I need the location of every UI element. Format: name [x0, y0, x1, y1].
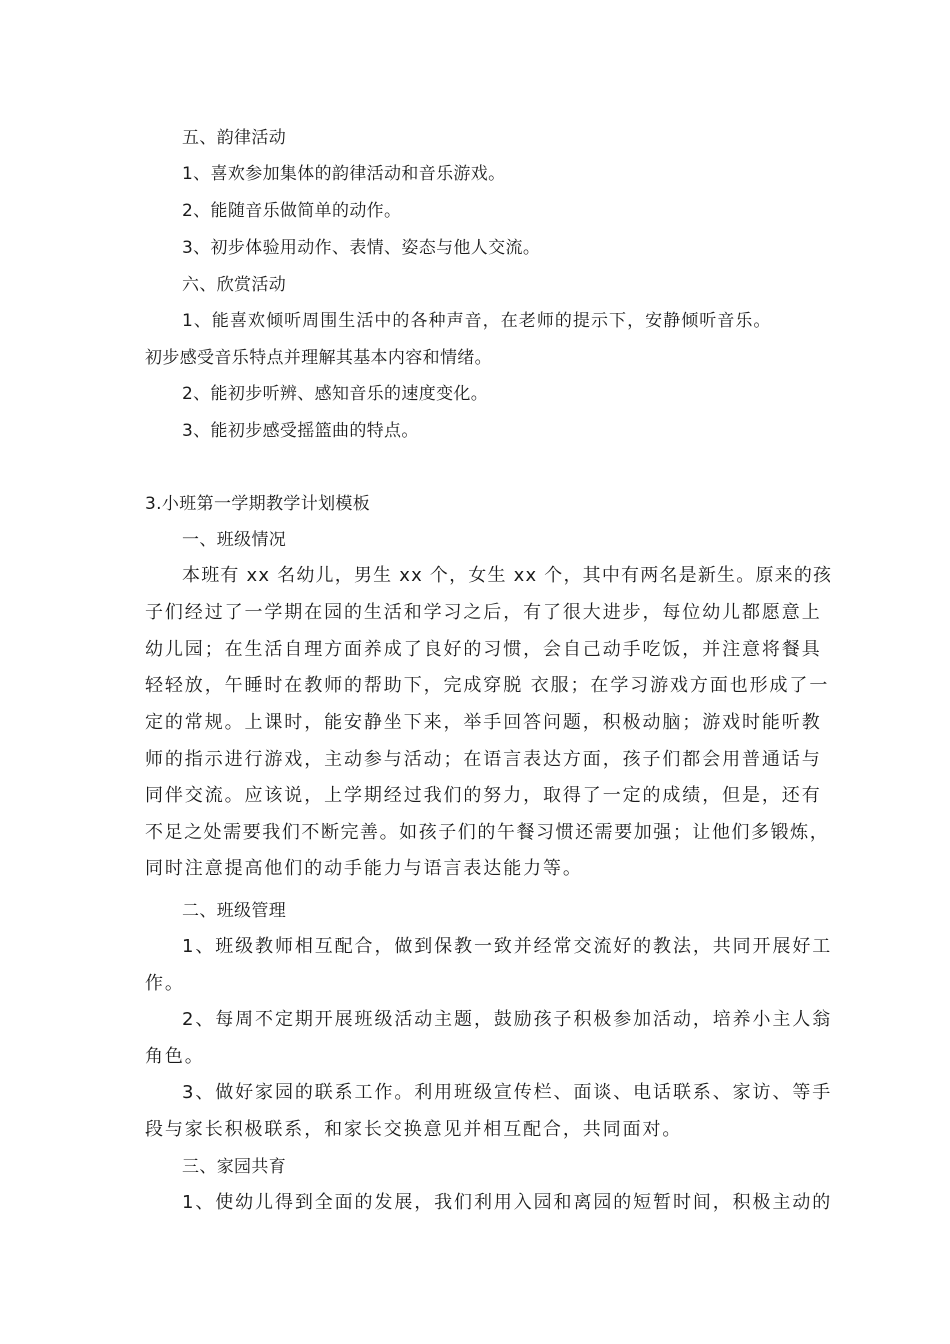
class-situation-line-1: 本班有 xx 名幼儿，男生 xx 个，女生 xx 个，其中有两名是新生。原来的孩 — [182, 565, 833, 586]
section6-item-3: 3、能初步感受摇篮曲的特点。 — [182, 421, 419, 441]
home-school-heading: 三、家园共育 — [182, 1157, 287, 1177]
class-situation-line-8: 不足之处需要我们不断完善。如孩子们的午餐习惯还需要加强；让他们多锻炼， — [145, 822, 830, 843]
section5-heading: 五、韵律活动 — [182, 128, 287, 148]
class-situation-line-7: 同伴交流。应该说，上学期经过我们的努力，取得了一定的成绩，但是，还有 — [145, 785, 822, 806]
class-management-heading: 二、班级管理 — [182, 901, 287, 921]
section5-item-3: 3、初步体验用动作、表情、姿态与他人交流。 — [182, 238, 541, 258]
class-situation-line-3: 幼儿园；在生活自理方面养成了良好的习惯，会自己动手吃饭，并注意将餐具 — [145, 639, 822, 660]
document-title: 3.小班第一学期教学计划模板 — [145, 494, 371, 514]
class-management-item-2-line-2: 角色。 — [145, 1046, 205, 1067]
class-situation-line-9: 同时注意提高他们的动手能力与语言表达能力等。 — [145, 858, 583, 879]
class-management-item-3-line-1: 3、做好家园的联系工作。利用班级宣传栏、面谈、电话联系、家访、等手 — [182, 1082, 833, 1103]
class-situation-line-2: 子们经过了一学期在园的生活和学习之后，有了很大进步，每位幼儿都愿意上 — [145, 602, 822, 623]
class-management-item-1-line-1: 1、班级教师相互配合，做到保教一致并经常交流好的教法，共同开展好工 — [182, 936, 833, 957]
class-situation-line-5: 定的常规。上课时，能安静坐下来，举手回答问题，积极动脑；游戏时能听教 — [145, 712, 822, 733]
class-situation-heading: 一、班级情况 — [182, 530, 287, 550]
section6-heading: 六、欣赏活动 — [182, 275, 287, 295]
section6-item-2: 2、能初步听辨、感知音乐的速度变化。 — [182, 384, 489, 404]
section6-item-1-line-1: 1、能喜欢倾听周围生活中的各种声音，在老师的提示下，安静倾听音乐。 — [182, 311, 772, 331]
class-management-item-3-line-2: 段与家长积极联系，和家长交换意见并相互配合，共同面对。 — [145, 1119, 683, 1140]
home-school-item-1-line-1: 1、使幼儿得到全面的发展，我们利用入园和离园的短暂时间，积极主动的 — [182, 1192, 833, 1213]
class-situation-line-6: 师的指示进行游戏，主动参与活动；在语言表达方面，孩子们都会用普通话与 — [145, 749, 822, 770]
section5-item-1: 1、喜欢参加集体的韵律活动和音乐游戏。 — [182, 164, 506, 184]
class-management-item-1-line-2: 作。 — [145, 973, 185, 994]
section5-item-2: 2、能随音乐做简单的动作。 — [182, 201, 402, 221]
class-management-item-2-line-1: 2、每周不定期开展班级活动主题，鼓励孩子积极参加活动，培养小主人翁 — [182, 1009, 833, 1030]
class-situation-line-4: 轻轻放，午睡时在教师的帮助下，完成穿脱 衣服；在学习游戏方面也形成了一 — [145, 675, 830, 696]
section6-item-1-line-2: 初步感受音乐特点并理解其基本内容和情绪。 — [145, 348, 492, 368]
